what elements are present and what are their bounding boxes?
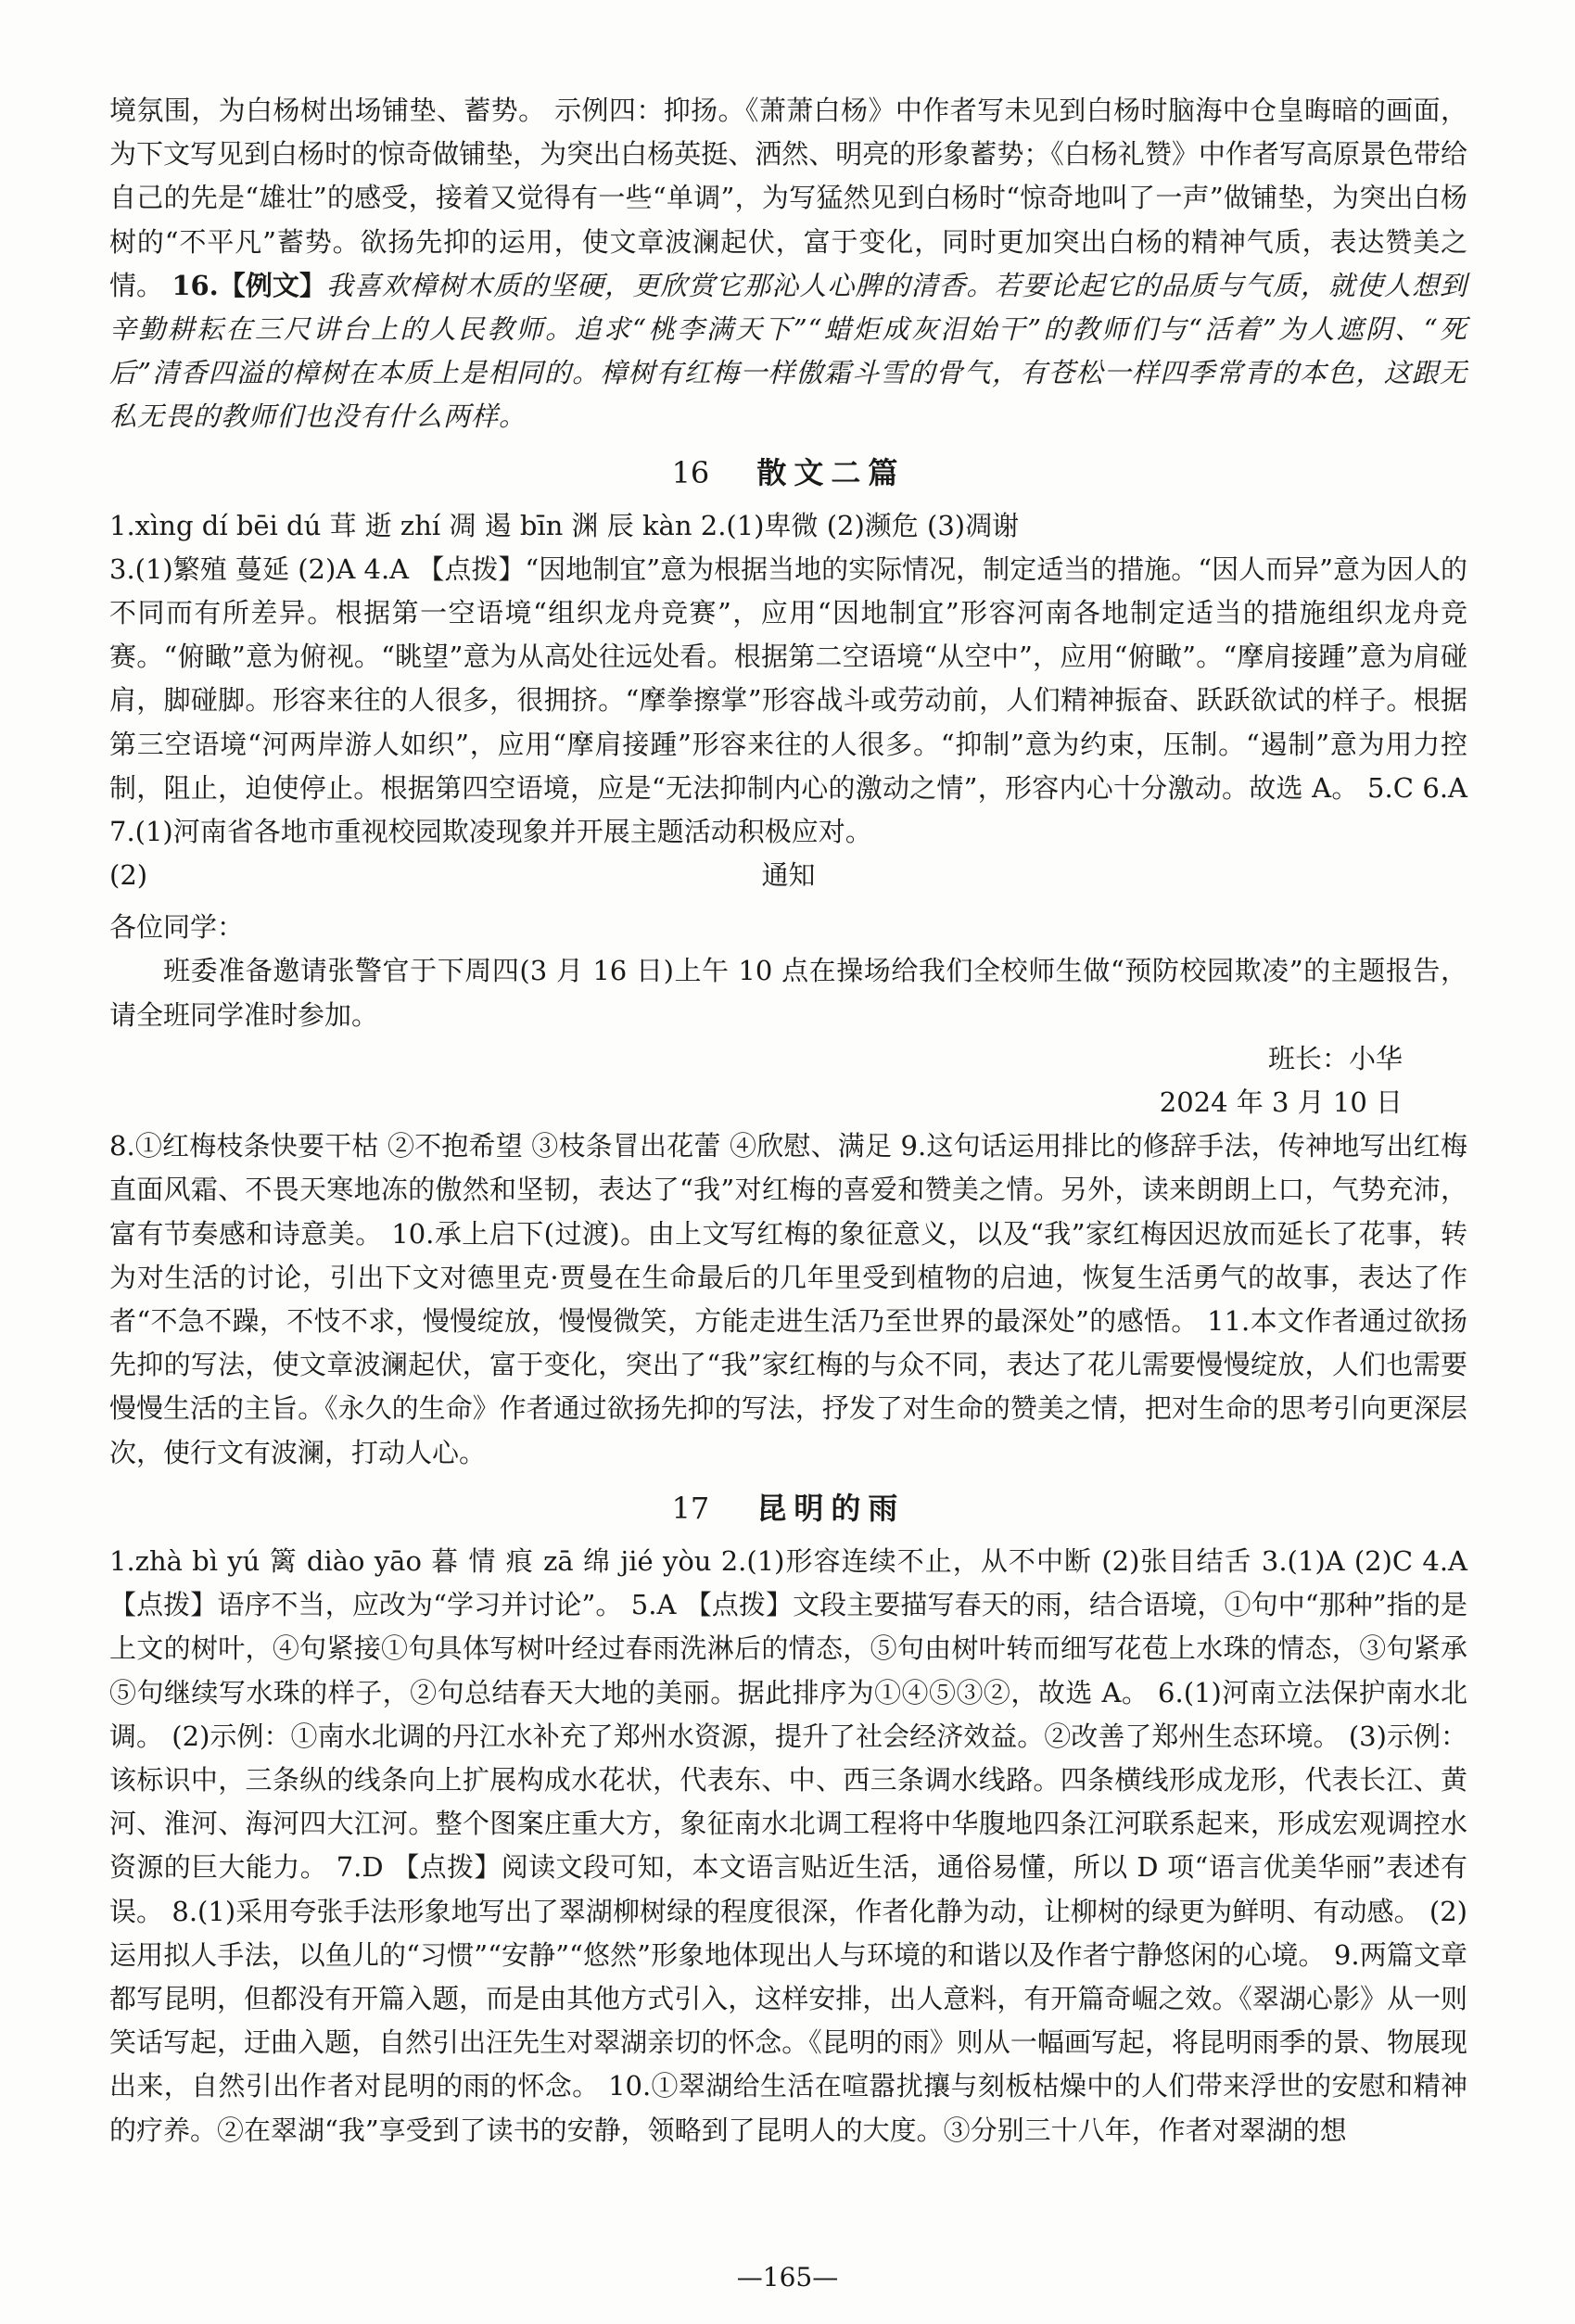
notice-signature: 班长：小华: [1267, 1042, 1403, 1074]
section-title: 昆明的雨: [756, 1490, 906, 1526]
notice-greeting: 各位同学：: [109, 911, 245, 944]
example-essay-text: 我喜欢樟树木质的坚硬，更欣赏它那沁人心脾的清香。若要论起它的品质与气质，就使人想到辛勤耕耘在三尺讲台上的人民教师。追求“桃李满天下”“蜡炬成灰泪始干”的教师们与“活着”为人遮阴、“死后”清香四溢的樟树在本质上是相同的。樟树有红梅一样傲霜斗雪的骨气，有苍松一样四季常青的本色，这跟无私无畏的教师们也没有什么两样。: [109, 269, 1467, 433]
notice-index: (2): [109, 859, 148, 892]
answers-paragraph: 8.①红梅枝条快要干枯 ②不抱希望 ③枝条冒出花蕾 ④欣慰、满足 9.这句话运用排比的修辞手法，传神地写出红梅直面风霜、不畏天寒地冻的傲然和坚韧，表达了“我”对红梅的喜爱和赞美之情。另外，读来朗朗上口，气势充沛，富有节奏感和诗意美。 10.承上启下(过渡)。由上文写红梅的象征意义，以及“我”家红梅因迟放而延长了花事，转为对生活的讨论，引出下文对德里克·贾曼在生命最后的几年里受到植物的启迪，恢复生活勇气的故事，表达了作者“不急不躁，不忮不求，慢慢绽放，慢慢微笑，方能走进生活乃至世界的最深处”的感悟。 11.本文作者通过欲扬先抑的写法，使文章波澜起伏，富于变化，突出了“我”家红梅的与众不同，表达了花儿需要慢慢绽放，人们也需要慢慢生活的主旨。《永久的生命》作者通过欲扬先抑的写法，抒发了对生命的赞美之情，把对生命的思考引向更深层次，使行文有波澜，打动人心。: [109, 1130, 1467, 1468]
question-number: 16.: [171, 269, 219, 301]
section-heading-16: [109, 445, 1467, 501]
paragraph-continued: [109, 89, 1467, 439]
answers-paragraph: 1.zhà bì yú 篱 diào yāo 暮 情 痕 zā 绵 jié yòu 2.(1)形容连续不止，从不中断 (2)张目结舌 3.(1)A (2)C 4.A 【点拨】语序不当，应改为“学习并讨论”。 5.A 【点拨】文段主要描写春天的雨，结合语境，①句中“那种”指的是上文的树叶，④句紧接①句具体写树叶经过春雨洗淋后的情态，⑤句由树叶转而细写花苞上水珠的情态，③句紧承⑤句继续写水珠的样子，②句总结春天大地的美丽。据此排序为①④⑤③②，故选 A。 6.(1)河南立法保护南水北调。 (2)示例：①南水北调的丹江水补充了郑州水资源，提升了社会经济效益。②改善了郑州生态环境。 (3)示例：该标识中，三条纵的线条向上扩展构成水花状，代表东、中、西三条调水线路。四条横线形成龙形，代表长江、黄河、淮河、海河四大江河。整个图案庄重大方，象征南水北调工程将中华腹地四条江河联系起来，形成宏观调控水资源的巨大能力。 7.D 【点拨】阅读文段可知，本文语言贴近生活，通俗易懂，所以 D 项“语言优美华丽”表述有误。 8.(1)采用夸张手法形象地写出了翠湖柳树绿的程度很深，作者化静为动，让柳树的绿更为鲜明、有动感。 (2)运用拟人手法，以鱼儿的“习惯”“安静”“悠然”形象地体现出人与环境的和谐以及作者宁静悠闲的心境。 9.两篇文章都写昆明，但都没有开篇入题，而是由其他方式引入，这样安排，出人意料，有开篇奇崛之效。《翠湖心影》从一则笑话写起，迂曲入题，自然引出汪先生对翠湖亲切的怀念。《昆明的雨》则从一幅画写起，将昆明雨季的景、物展现出来，自然引出作者对昆明的雨的怀念。 10.①翠湖给生活在喧嚣扰攘与刻板枯燥中的人们带来浮世的安慰和精神的疗养。②在翠湖“我”享受到了读书的安静，领略到了昆明人的大度。③分别三十八年，作者对翠湖的想: [109, 1544, 1467, 2146]
notice-header: [109, 854, 1467, 906]
section-number: 16: [671, 454, 710, 490]
notice-title: 通知: [761, 859, 816, 892]
paragraph-text: 境氛围，为白杨树出场铺垫、蓄势。 示例四：抑扬。《萧萧白杨》中作者写未见到白杨时脑海中仓皇晦暗的画面，为下文写见到白杨时的惊奇做铺垫，为突出白杨英挺、洒然、明亮的形象蓄势；《白杨礼赞》中作者写高原景色带给自己的先是“雄壮”的感受，接着又觉得有一些“单调”，为写猛然见到白杨时“惊奇地叫了一声”做铺垫，为突出白杨树的“不平凡”蓄势。欲扬先抑的运用，使文章波澜起伏，富于变化，同时更加突出白杨的精神气质，表达赞美之情。: [109, 95, 1467, 301]
section-heading-17: [109, 1480, 1467, 1536]
page-content: [109, 89, 1467, 2153]
example-label: 【例文】: [218, 269, 326, 301]
notice-body: 班委准备邀请张警官于下周四(3 月 16 日)上午 10 点在操场给我们全校师生做“预防校园欺凌”的主题报告，请全班同学准时参加。: [109, 955, 1467, 1031]
section-number: 17: [671, 1490, 710, 1526]
answers-paragraph: 3.(1)繁殖 蔓延 (2)A 4.A 【点拨】“因地制宜”意为根据当地的实际情况，制定适当的措施。“因人而异”意为因人的不同而有所差异。根据第一空语境“组织龙舟竞赛”，应用“因地制宜”形容河南各地制定适当的措施组织龙舟竞赛。“俯瞰”意为俯视。“眺望”意为从高处往远处看。根据第二空语境“从空中”，应用“俯瞰”。“摩肩接踵”意为肩碰肩，脚碰脚。形容来往的人很多，很拥挤。“摩拳擦掌”形容战斗或劳动前，人们精神振奋、跃跃欲试的样子。根据第三空语境“河两岸游人如织”，应用“摩肩接踵”形容来往的人很多。“抑制”意为约束，压制。“遏制”意为用力控制，阻止，迫使停止。根据第四空语境，应是“无法抑制内心的激动之情”，形容内心十分激动。故选 A。 5.C 6.A 7.(1)河南省各地市重视校园欺凌现象并开展主题活动积极应对。: [109, 552, 1467, 848]
answers-paragraph: 1.xìng dí bēi dú 茸 逝 zhí 凋 遏 bīn 渊 辰 kàn 2.(1)卑微 (2)濒危 (3)凋谢: [109, 509, 1020, 541]
section-title: 散文二篇: [756, 454, 906, 490]
page-number: —165—: [736, 2262, 839, 2292]
notice-date: 2024 年 3 月 10 日: [1159, 1086, 1403, 1119]
